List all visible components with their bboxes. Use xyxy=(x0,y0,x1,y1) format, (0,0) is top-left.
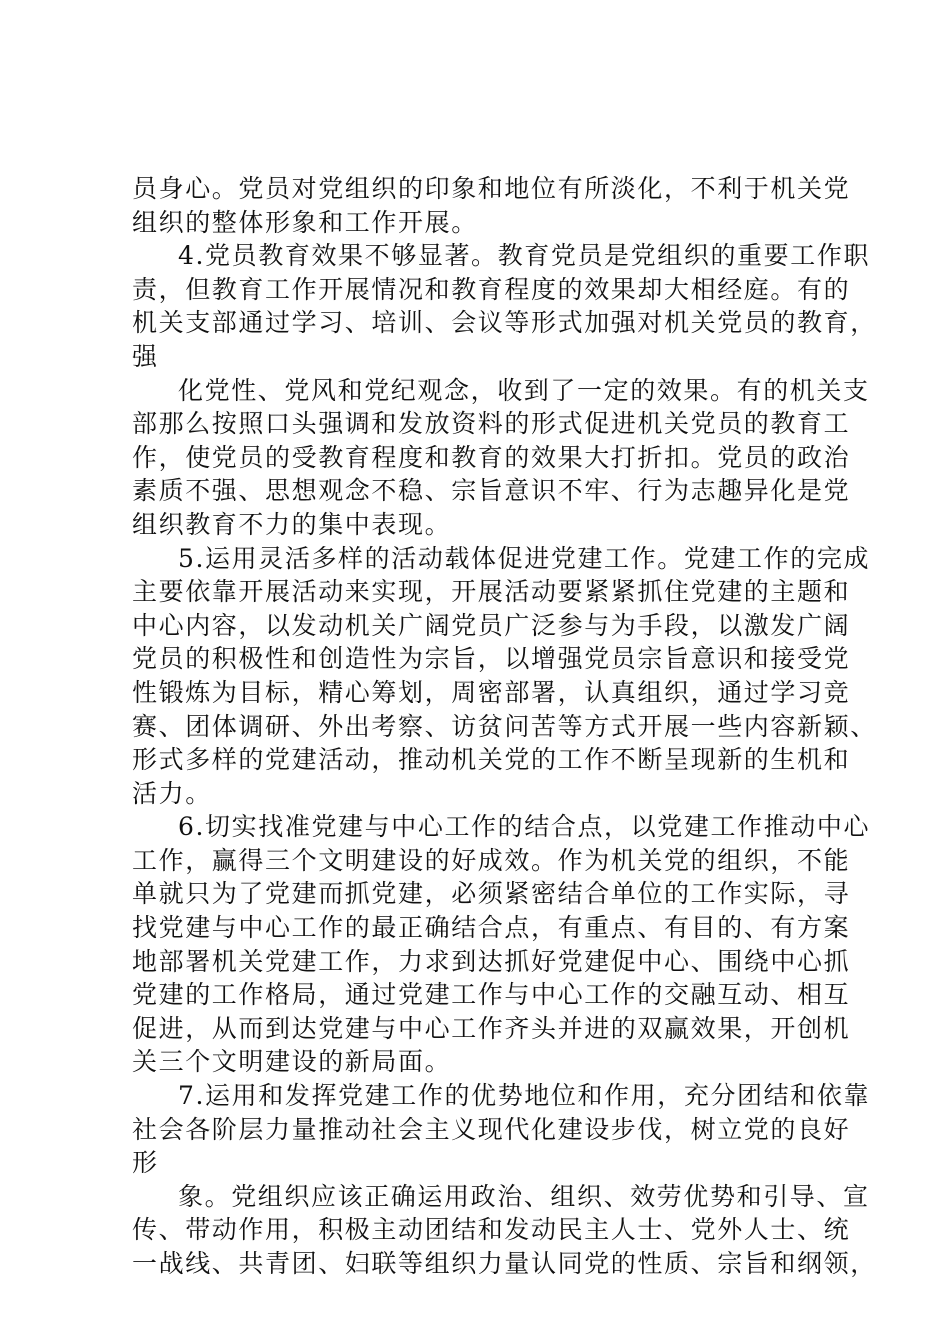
text-line: 机关支部通过学习、培训、会议等形式加强对机关党员的教育， xyxy=(132,308,877,338)
text-line: 形 xyxy=(132,1148,159,1178)
text-line: 党建的工作格局，通过党建工作与中心工作的交融互动、相互 xyxy=(132,980,851,1010)
text-line: 主要依靠开展活动来实现，开展活动要紧紧抓住党建的主题和 xyxy=(132,577,851,607)
text-line: 形式多样的党建活动，推动机关党的工作不断呈现新的生机和 xyxy=(132,745,851,775)
text-line: 素质不强、思想观念不稳、宗旨意识不牢、行为志趣异化是党 xyxy=(132,476,851,506)
text-line: 强 xyxy=(132,341,159,371)
text-line: 找党建与中心工作的最正确结合点，有重点、有目的、有方案 xyxy=(132,913,851,943)
text-line: 促进，从而到达党建与中心工作齐头并进的双赢效果，开创机 xyxy=(132,1013,851,1043)
paragraph-first-line: 6.切实找准党建与中心工作的结合点，以党建工作推动中心 xyxy=(178,812,871,842)
text-line: 员身心。党员对党组织的印象和地位有所淡化，不利于机关党 xyxy=(132,174,851,203)
text-line: 赛、团体调研、外出考察、访贫问苦等方式开展一些内容新颖、 xyxy=(132,711,877,741)
text-line: 单就只为了党建而抓党建，必须紧密结合单位的工作实际，寻 xyxy=(132,879,851,909)
text-line: 中心内容，以发动机关广阔党员广泛参与为手段，以激发广阔 xyxy=(132,610,851,640)
document-body xyxy=(132,172,877,1281)
text-line: 工作，赢得三个文明建设的好成效。作为机关党的组织，不能 xyxy=(132,845,851,875)
text-line: 组织教育不力的集中表现。 xyxy=(132,509,452,539)
text-line: 作，使党员的受教育程度和教育的效果大打折扣。党员的政治 xyxy=(132,442,851,472)
text-line: 责，但教育工作开展情况和教育程度的效果却大相经庭。有的 xyxy=(132,274,851,304)
paragraph-first-line: 7.运用和发挥党建工作的优势地位和作用，充分团结和依靠 xyxy=(178,1081,871,1111)
text-line: 传、带动作用，积极主动团结和发动民主人士、党外人士、统 xyxy=(132,1215,851,1245)
text-line: 活力。 xyxy=(132,778,212,808)
text-line: 组织的整体形象和工作开展。 xyxy=(132,207,478,237)
text-line: 党员的积极性和创造性为宗旨，以增强党员宗旨意识和接受党 xyxy=(132,644,851,674)
paragraph-first-line: 化党性、党风和党纪观念，收到了一定的效果。有的机关支 xyxy=(178,375,870,405)
paragraph-first-line: 4.党员教育效果不够显著。教育党员是党组织的重要工作职 xyxy=(178,241,871,271)
paragraph-first-line: 象。党组织应该正确运用政治、组织、效劳优势和引导、宣 xyxy=(178,1181,870,1211)
paragraph-first-line: 5.运用灵活多样的活动载体促进党建工作。党建工作的完成 xyxy=(178,543,871,573)
text-line: 部那么按照口头强调和发放资料的形式促进机关党员的教育工 xyxy=(132,409,851,439)
text-line: 关三个文明建设的新局面。 xyxy=(132,1047,452,1077)
text-line: 一战线、共青团、妇联等组织力量认同党的性质、宗旨和纲领， xyxy=(132,1249,877,1278)
text-line: 地部署机关党建工作，力求到达抓好党建促中心、围绕中心抓 xyxy=(132,946,851,976)
text-line: 性锻炼为目标，精心筹划，周密部署，认真组织，通过学习竞 xyxy=(132,677,851,707)
text-line: 社会各阶层力量推动社会主义现代化建设步伐，树立党的良好 xyxy=(132,1114,851,1144)
